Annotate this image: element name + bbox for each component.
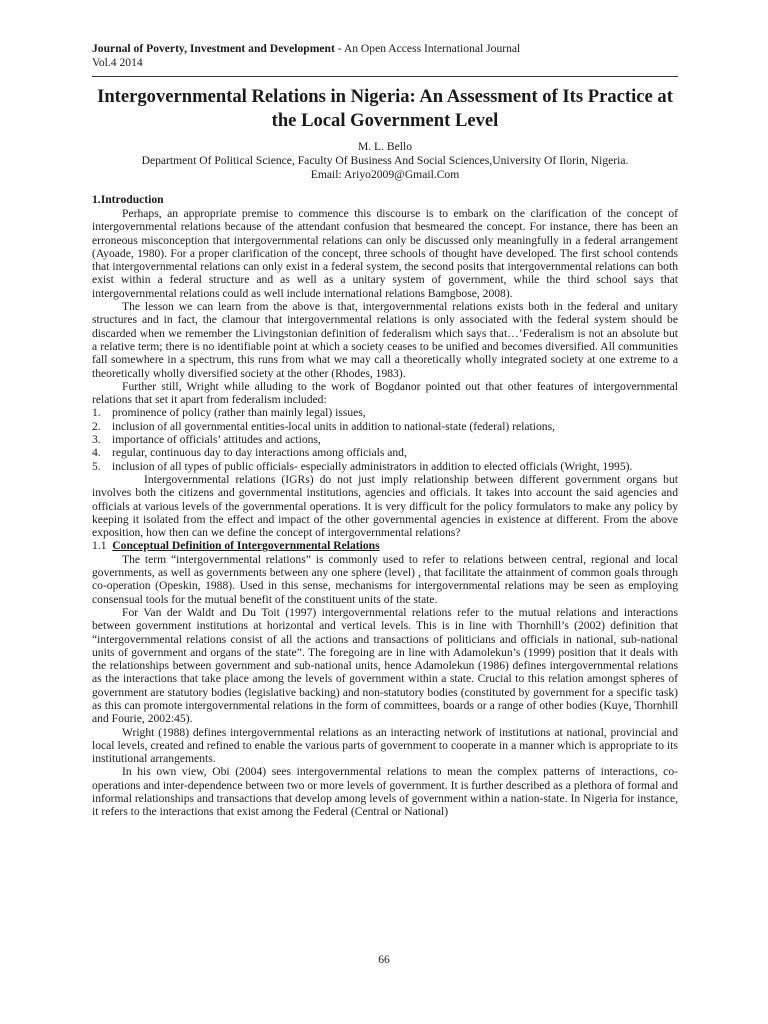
section-heading-introduction: 1.Introduction: [92, 193, 164, 206]
page-number: 66: [378, 953, 390, 966]
journal-suffix: - An Open Access International Journal: [334, 42, 521, 55]
journal-header: [92, 42, 678, 56]
header-divider: [92, 76, 678, 77]
journal-name: Journal of Poverty, Investment and Development: [92, 42, 335, 55]
list-item-number: 3.: [92, 433, 101, 447]
features-list: [92, 406, 678, 472]
subsection-title: Conceptual Definition of Intergovernmental Relations: [112, 539, 380, 553]
author-name: M. L. Bello: [357, 140, 413, 153]
list-item: [92, 420, 678, 433]
list-item-number: 1.: [92, 406, 101, 420]
list-item: [92, 406, 678, 419]
subsection-paragraph-4: In his own view, Obi (2004) sees intergovernmental relations to mean the complex patterns of interactions, co-operations and inter-dependence between two or more levels of government. It is further described as a plethora of formal and informal relationships and transactions that develop among levels of government within a nation-state. In Nigeria for instance, it refers to the interactions that exist among the Federal (Central or National): [92, 765, 678, 819]
list-item: [92, 446, 678, 459]
intro-paragraph-2: The lesson we can learn from the above is that, intergovernmental relations exists both in the federal and unitary structures and in fact, the clamour that intergovernmental relations is only associated with the federal system should be discarded when we remember the Livingstonian definition of federalism which says that…’Federalism is not an absolute but a relative term; there is no identifiable point at which a society ceases to be unified and becomes diversified. All communities fall somewhere in a spectrum, this runs from what we may call a theoretically wholly integrated society at one extreme to a theoretically wholly diversified society at the other (Rhodes, 1983).: [92, 300, 678, 380]
subsection-paragraph-3: Wright (1988) defines intergovernmental relations as an interacting network of institutions at national, provincial and local levels, created and refined to enable the various parts of government to cooperate in a manner which is appropriate to its institutional arrangements.: [92, 725, 678, 766]
list-item-text: inclusion of all governmental entities-local units in addition to national-state (federal) relations,: [112, 419, 556, 433]
igrs-paragraph: Intergovernmental relations (IGRs) do not just imply relationship between different government organs but involves both the citizens and governmental institutions, agencies and officials. It takes into account the said agencies and officials at various levels of the governmental operations. It is very difficult for the policy formulators to make any policy by keeping it isolated from the effect and impact of the other governmental agencies in existence at different. From the above exposition, how then can we define the concept of intergovernmental relations?: [92, 472, 678, 540]
intro-paragraph-1: Perhaps, an appropriate premise to commence this discourse is to embark on the clarification of the concept of intergovernmental relations because of the attendant confusion that besmeared the concept. For instance, there has been an erroneous misconception that intergovernmental relations can only be discussed only meaningfully in a federal arrangement (Ayoade, 1980). For a proper clarification of the concept, three schools of thought have developed. The first school contends that intergovernmental relations can only exist in a federal system, the second posits that intergovernmental relations can both exist within a federal structure and as well as a unitary system of government, while the third school says that intergovernmental relations could as well include international relations Bamgbose, 2008).: [92, 207, 678, 300]
list-item-text: regular, continuous day to day interactions among officials and,: [112, 446, 407, 460]
list-item-number: 2.: [92, 419, 101, 433]
author-email: Email: Ariyo2009@Gmail.Com: [310, 168, 460, 181]
list-item-number: 5.: [92, 459, 101, 473]
intro-paragraph-3: Further still, Wright while alluding to the work of Bogdanor pointed out that other features of intergovernmental relations that set it apart from federalism included:: [92, 379, 678, 407]
subsection-paragraph-2: For Van der Waldt and Du Toit (1997) intergovernmental relations refer to the mutual relations and interactions between government institutions at horizontal and vertical levels. This is in line with Thornhill’s (2002) definition that “intergovernmental relations consist of all the actions and transactions of politicians and officials in national, sub-national units of government and organs of the state”. The foregoing are in line with Adamolekun’s (1999) position that it deals with the relationships between government and sub-national units, hence Adamolekun (1986) defines intergovernmental relations as the interactions that take place among the levels of government within a state. Crucial to this relation amongst spheres of government are statutory bodies (legislative backing) and non-statutory bodies (constituted by government for a specific task) as this can promote intergovernmental relations in the form of committees, boards or a range of other bodies (Kuye, Thornhill and Fourie, 2002:45).: [92, 605, 678, 726]
list-item-text: prominence of policy (rather than mainly legal) issues,: [112, 406, 366, 420]
paper-body: [92, 207, 678, 819]
list-item-text: importance of officials’ attitudes and actions,: [112, 433, 321, 447]
subsection-number: 1.1: [92, 539, 107, 553]
journal-volume: Vol.4 2014: [92, 56, 143, 69]
subsection-heading: [92, 539, 678, 552]
list-item-text: inclusion of all types of public officials- especially administrators in addition to elected officials (Wright, 1995).: [112, 459, 633, 473]
author-affiliation: Department Of Political Science, Faculty Of Business And Social Sciences,University Of Ilorin, Nigeria.: [141, 154, 629, 167]
list-item: [92, 460, 678, 473]
author-block: [92, 140, 678, 182]
subsection-paragraph-1: The term “intergovernmental relations” is commonly used to refer to relations between central, regional and local governments, as well as governments between any one sphere (level) , that facilitate the attainment of common goals through co-operation (Opeskin, 1988). Used in this sense, mechanisms for intergovernmental relations may be seen as employing consensual tools for the mutual benefit of the constituent units of the state.: [92, 552, 678, 606]
list-item: [92, 433, 678, 446]
list-item-number: 4.: [92, 446, 101, 460]
paper-title: Intergovernmental Relations in Nigeria: An Assessment of Its Practice at the Local Government Level: [97, 86, 673, 131]
